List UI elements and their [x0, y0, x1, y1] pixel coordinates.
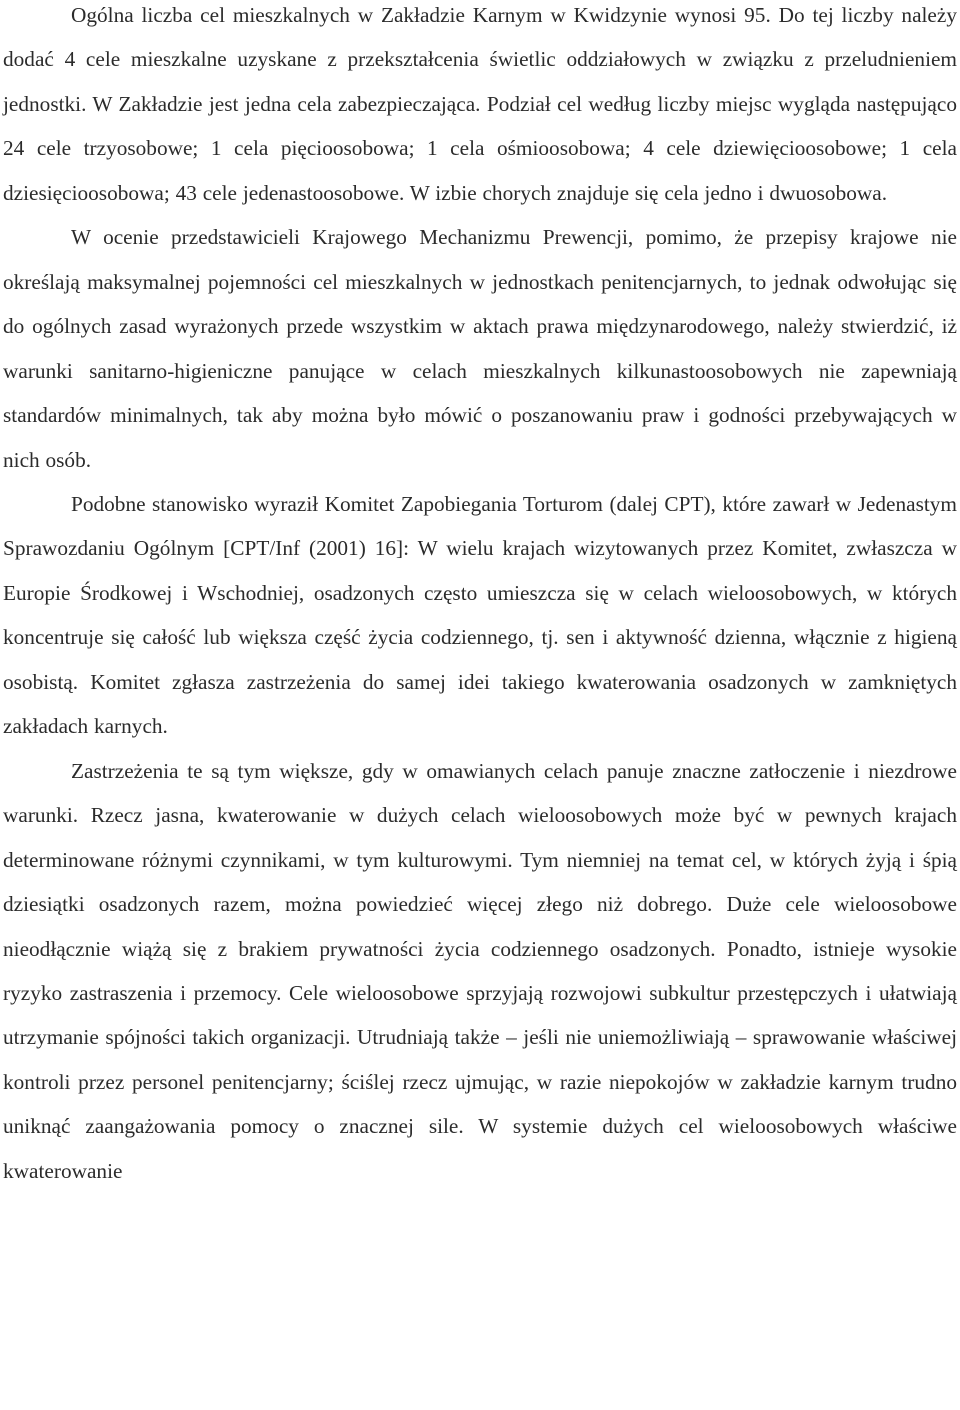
document-page: [3, 0, 957, 1193]
paragraph-cpt-position: Podobne stanowisko wyraził Komitet Zapobiegania Torturom (dalej CPT), które zawarł w Jedenastym Sprawozdaniu Ogólnym [CPT/Inf (2001) 16]: W wielu krajach wizytowanych przez Komitet, zwłaszcza w Europie Środkowej i Wschodniej, osadzonych często umieszcza się w celach wieloosobowych, w których koncentruje się całość lub większa część życia codziennego, tj. sen i aktywność dzienna, włącznie z higieną osobistą. Komitet zgłasza zastrzeżenia do samej idei takiego kwaterowania osadzonych w zamkniętych zakładach karnych.: [3, 491, 957, 739]
paragraph-concerns: Zastrzeżenia te są tym większe, gdy w omawianych celach panuje znaczne zatłoczenie i niezdrowe warunki. Rzecz jasna, kwaterowanie w dużych celach wieloosobowych może być w pewnych krajach determinowane różnymi czynnikami, w tym kulturowymi. Tym niemniej na temat cel, w których żyją i śpią dziesiątki osadzonych razem, można powiedzieć więcej złego niż dobrego. Duże cele wieloosobowe nieodłącznie wiążą się z brakiem prywatności życia codziennego osadzonych. Ponadto, istnieje wysokie ryzyko zastraszenia i przemocy. Cele wieloosobowe sprzyjają rozwojowi subkultur przestępczych i ułatwiają utrzymanie spójności takich organizacji. Utrudniają także – jeśli nie uniemożliwiają – sprawowanie właściwej kontroli przez personel penitencjarny; ściślej rzecz ujmując, w razie niepokojów w zakładzie karnym trudno uniknąć zaangażowania pomocy o znacznej sile. W systemie dużych cel wieloosobowych właściwe kwaterowanie: [3, 758, 957, 1183]
paragraph-cell-count: Ogólna liczba cel mieszkalnych w Zakładzie Karnym w Kwidzynie wynosi 95. Do tej liczby należy dodać 4 cele mieszkalne uzyskane z przekształcenia świetlic oddziałowych w związku z przeludnieniem jednostki. W Zakładzie jest jedna cela zabezpieczająca. Podział cel według liczby miejsc wygląda następująco 24 cele trzyosobowe; 1 cela pięcioosobowa; 1 cela ośmioosobowa; 4 cele dziewięcioosobowe; 1 cela dziesięcioosobowa; 43 cele jedenastoosobowe. W izbie chorych znajduje się cela jedno i dwuosobowa.: [3, 3, 957, 205]
paragraph-kmp-assessment: W ocenie przedstawicieli Krajowego Mechanizmu Prewencji, pomimo, że przepisy krajowe nie określają maksymalnej pojemności cel mieszkalnych w jednostkach penitencjarnych, to jednak odwołując się do ogólnych zasad wyrażonych przede wszystkim w aktach prawa międzynarodowego, należy stwierdzić, iż warunki sanitarno-higieniczne panujące w celach mieszkalnych kilkunastoosobowych nie zapewniają standardów minimalnych, tak aby można było mówić o poszanowaniu praw i godności przebywających w nich osób.: [3, 225, 957, 472]
